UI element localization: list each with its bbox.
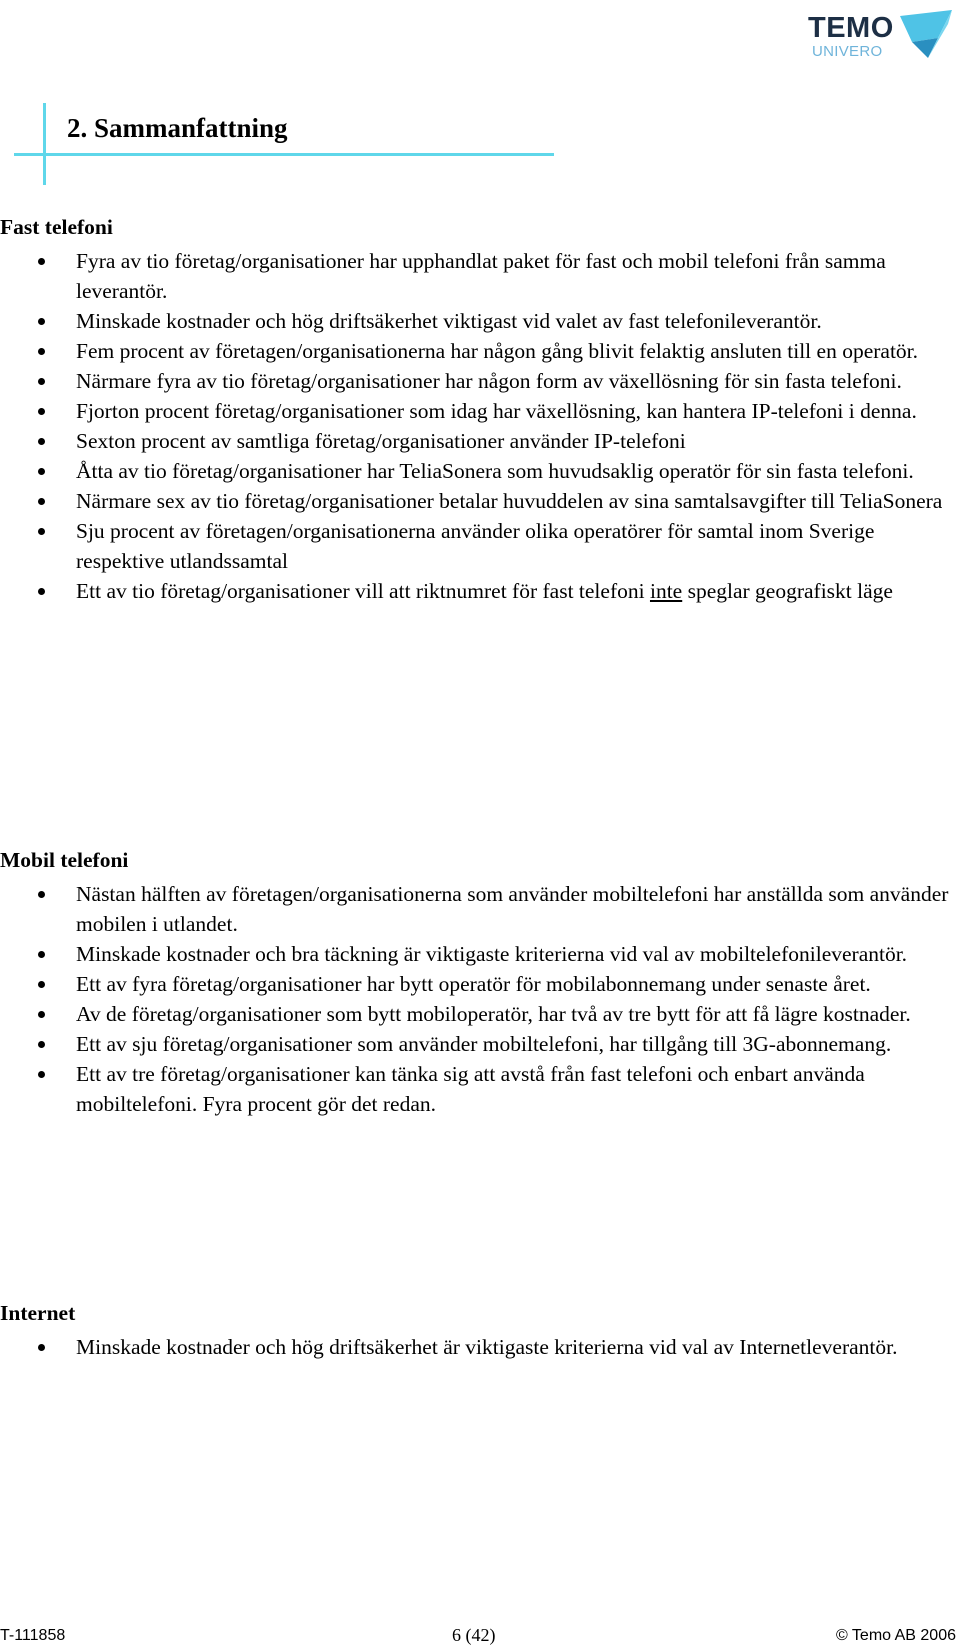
list-item-text: Åtta av tio företag/organisationer har TeliaSonera som huvudsaklig operatör för sin fasta telefoni. xyxy=(76,459,914,483)
logo-brand: TEMO xyxy=(808,12,894,44)
section-internet xyxy=(0,1298,958,1362)
heading-rule-horizontal xyxy=(14,153,554,156)
bullet-list xyxy=(0,1332,958,1362)
temo-univero-logo xyxy=(808,8,958,64)
bullet-icon xyxy=(38,258,45,265)
bullet-icon xyxy=(38,528,45,535)
list-item-text: Ett av tre företag/organisationer kan tänka sig att avstå från fast telefoni och enbart använda mobiltelefoni. Fyra procent gör det redan. xyxy=(76,1062,865,1116)
page-title: 2. Sammanfattning xyxy=(67,113,288,143)
section-mobil-telefoni xyxy=(0,845,958,1119)
bullet-icon xyxy=(38,891,45,898)
bullet-icon xyxy=(38,438,45,445)
list-item xyxy=(0,1059,958,1119)
section-fast-telefoni xyxy=(0,212,958,606)
list-item-text: Fyra av tio företag/organisationer har upphandlat paket för fast och mobil telefoni från samma leverantör. xyxy=(76,249,886,303)
list-item-text: Fjorton procent företag/organisationer som idag har växellösning, kan hantera IP-telefoni i denna. xyxy=(76,399,917,423)
bullet-icon xyxy=(38,378,45,385)
list-item-text: Minskade kostnader och bra täckning är viktigaste kriterierna vid val av mobiltelefonileverantör. xyxy=(76,942,908,966)
list-item xyxy=(0,939,958,969)
list-item xyxy=(0,576,958,606)
footer-page-number: 6 (42) xyxy=(452,1625,496,1645)
list-item xyxy=(0,516,958,576)
list-item-text: Närmare sex av tio företag/organisationer betalar huvuddelen av sina samtalsavgifter till TeliaSonera xyxy=(76,489,943,513)
list-item xyxy=(0,879,958,939)
footer-doc-id: T-111858 xyxy=(0,1627,66,1644)
list-item-text: Fem procent av företagen/organisationerna har någon gång blivit felaktig ansluten till en operatör. xyxy=(76,339,919,363)
list-item xyxy=(0,336,958,366)
list-item xyxy=(0,426,958,456)
bullet-icon xyxy=(38,951,45,958)
bullet-icon xyxy=(38,318,45,325)
list-item-text: Ett av sju företag/organisationer som använder mobiltelefoni, har tillgång till 3G-abonnemang. xyxy=(76,1032,892,1056)
bullet-list xyxy=(0,246,958,606)
logo-mark-icon xyxy=(898,8,954,60)
bullet-icon xyxy=(38,498,45,505)
list-item-text: Nästan hälften av företagen/organisationerna som använder mobiltelefoni har anställda som använder mobilen i utlandet. xyxy=(76,882,949,936)
bullet-icon xyxy=(38,1011,45,1018)
list-item xyxy=(0,396,958,426)
list-item-text: Sexton procent av samtliga företag/organisationer använder IP-telefoni xyxy=(76,429,686,453)
footer-copyright: © Temo AB 2006 xyxy=(835,1627,956,1644)
list-item-text-after: speglar geografiskt läge xyxy=(682,579,893,603)
underlined-word: inte xyxy=(649,579,683,603)
list-item-text: Minskade kostnader och hög driftsäkerhet är viktigaste kriterierna vid val av Internetleverantör. xyxy=(76,1335,898,1359)
bullet-icon xyxy=(38,1344,45,1351)
section-title: Mobil telefoni xyxy=(0,848,129,872)
list-item xyxy=(0,366,958,396)
list-item xyxy=(0,456,958,486)
bullet-icon xyxy=(38,1071,45,1078)
list-item-text: Närmare fyra av tio företag/organisationer har någon form av växellösning för sin fasta telefoni. xyxy=(76,369,902,393)
logo-subbrand: UNIVERO xyxy=(812,43,883,60)
list-item-text: Av de företag/organisationer som bytt mobiloperatör, har två av tre bytt för att få lägre kostnader. xyxy=(76,1002,911,1026)
list-item xyxy=(0,999,958,1029)
bullet-list xyxy=(0,879,958,1119)
bullet-icon xyxy=(38,348,45,355)
list-item xyxy=(0,246,958,306)
bullet-icon xyxy=(38,588,45,595)
section-title: Fast telefoni xyxy=(0,215,113,239)
list-item xyxy=(0,969,958,999)
bullet-icon xyxy=(38,1041,45,1048)
list-item-text: Sju procent av företagen/organisationerna använder olika operatörer för samtal inom Sverige respektive utlandssamtal xyxy=(76,519,875,573)
bullet-icon xyxy=(38,408,45,415)
list-item xyxy=(0,1029,958,1059)
list-item-text: Ett av fyra företag/organisationer har bytt operatör för mobilabonnemang under senaste året. xyxy=(76,972,871,996)
heading-rule-vertical xyxy=(43,103,46,185)
section-title: Internet xyxy=(0,1301,76,1325)
list-item-text-before: Ett av tio företag/organisationer vill att riktnumret för fast telefoni xyxy=(76,579,650,603)
bullet-icon xyxy=(38,468,45,475)
list-item xyxy=(0,1332,958,1362)
bullet-icon xyxy=(38,981,45,988)
list-item xyxy=(0,486,958,516)
list-item xyxy=(0,306,958,336)
list-item-text: Minskade kostnader och hög driftsäkerhet viktigast vid valet av fast telefonileverantör. xyxy=(76,309,822,333)
